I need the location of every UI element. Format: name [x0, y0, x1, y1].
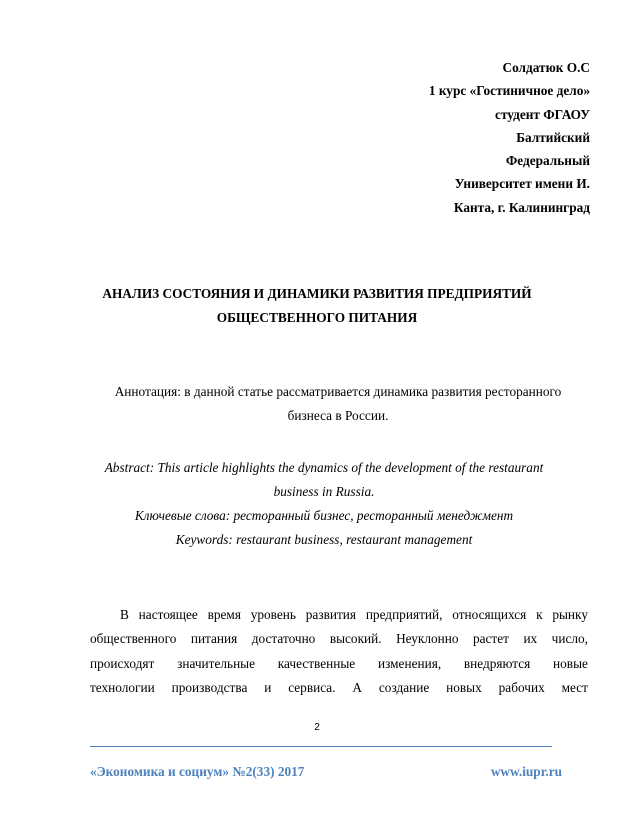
word: А: [352, 679, 363, 695]
word: время: [207, 607, 241, 622]
word: настоящее: [138, 607, 198, 622]
title-line-1: АНАЛИЗ СОСТОЯНИЯ И ДИНАМИКИ РАЗВИТИЯ ПРЕДПРИЯТИЙ: [102, 286, 532, 301]
footer-website: www.iupr.ru: [490, 764, 562, 779]
annotation-ru-line-2: бизнеса в России.: [287, 408, 389, 423]
article-title: [60, 282, 574, 330]
word: относящихся: [452, 607, 527, 622]
word: общественного: [90, 631, 177, 647]
body-line: [90, 676, 588, 700]
footer-journal-title: «Экономика и социум» №2(33) 2017: [90, 764, 305, 779]
word: развития: [305, 607, 357, 622]
body-paragraph: [90, 603, 588, 700]
word: производства: [171, 679, 248, 695]
author-affiliation-line: Университет имени И.: [454, 176, 590, 192]
author-name: Солдатюк О.С: [502, 60, 590, 75]
word: Неуклонно: [396, 631, 459, 647]
word: высокий.: [329, 631, 382, 647]
word: рабочих: [498, 679, 545, 695]
author-affiliation-line: Канта, г. Калининград: [453, 199, 590, 215]
author-status: студент ФГАОУ: [495, 106, 590, 122]
word: и: [264, 679, 272, 695]
abstract-en: [60, 456, 588, 552]
keywords-ru: Ключевые слова: ресторанный бизнес, ресторанный менеджмент: [134, 508, 514, 523]
word: качественные: [277, 655, 356, 671]
word: к: [536, 607, 543, 622]
footer-divider: [90, 746, 552, 747]
word: внедряются: [463, 655, 531, 671]
author-course: 1 курс «Гостиничное дело»: [428, 83, 590, 99]
title-line-2: ОБЩЕСТВЕННОГО ПИТАНИЯ: [216, 310, 418, 325]
word: новых: [446, 679, 482, 695]
word: растет: [472, 631, 509, 647]
word: создание: [378, 679, 430, 695]
author-block: [429, 56, 590, 219]
body-line: [90, 652, 588, 676]
annotation-ru-line-1: Аннотация: в данной статье рассматривается динамика развития ресторанного: [114, 384, 562, 399]
page-number: 2: [314, 722, 320, 733]
word: изменения,: [377, 655, 442, 671]
word: происходят: [90, 655, 155, 671]
word: мест: [561, 679, 588, 695]
abstract-en-line-1: Abstract: This article highlights the dynamics of the development of the restaurant: [104, 460, 544, 475]
word: их: [523, 631, 538, 647]
word: новые: [553, 655, 588, 671]
word: достаточно: [251, 631, 316, 647]
word: технологии: [90, 679, 155, 695]
keywords-en: Keywords: restaurant business, restaurant management: [175, 532, 473, 547]
body-line: [90, 627, 588, 651]
word: сервиса.: [288, 679, 336, 695]
word: значительные: [177, 655, 256, 671]
word: предприятий,: [365, 607, 443, 622]
word: питания: [190, 631, 238, 647]
word: число,: [551, 631, 588, 647]
word: В: [120, 607, 129, 622]
abstract-en-line-2: business in Russia.: [273, 484, 375, 499]
word: уровень: [250, 607, 296, 622]
author-affiliation-line: Балтийский: [516, 129, 590, 145]
word: рынку: [552, 607, 588, 622]
body-line: [90, 603, 588, 627]
author-affiliation-line: Федеральный: [505, 153, 590, 169]
annotation-ru: [88, 380, 588, 428]
